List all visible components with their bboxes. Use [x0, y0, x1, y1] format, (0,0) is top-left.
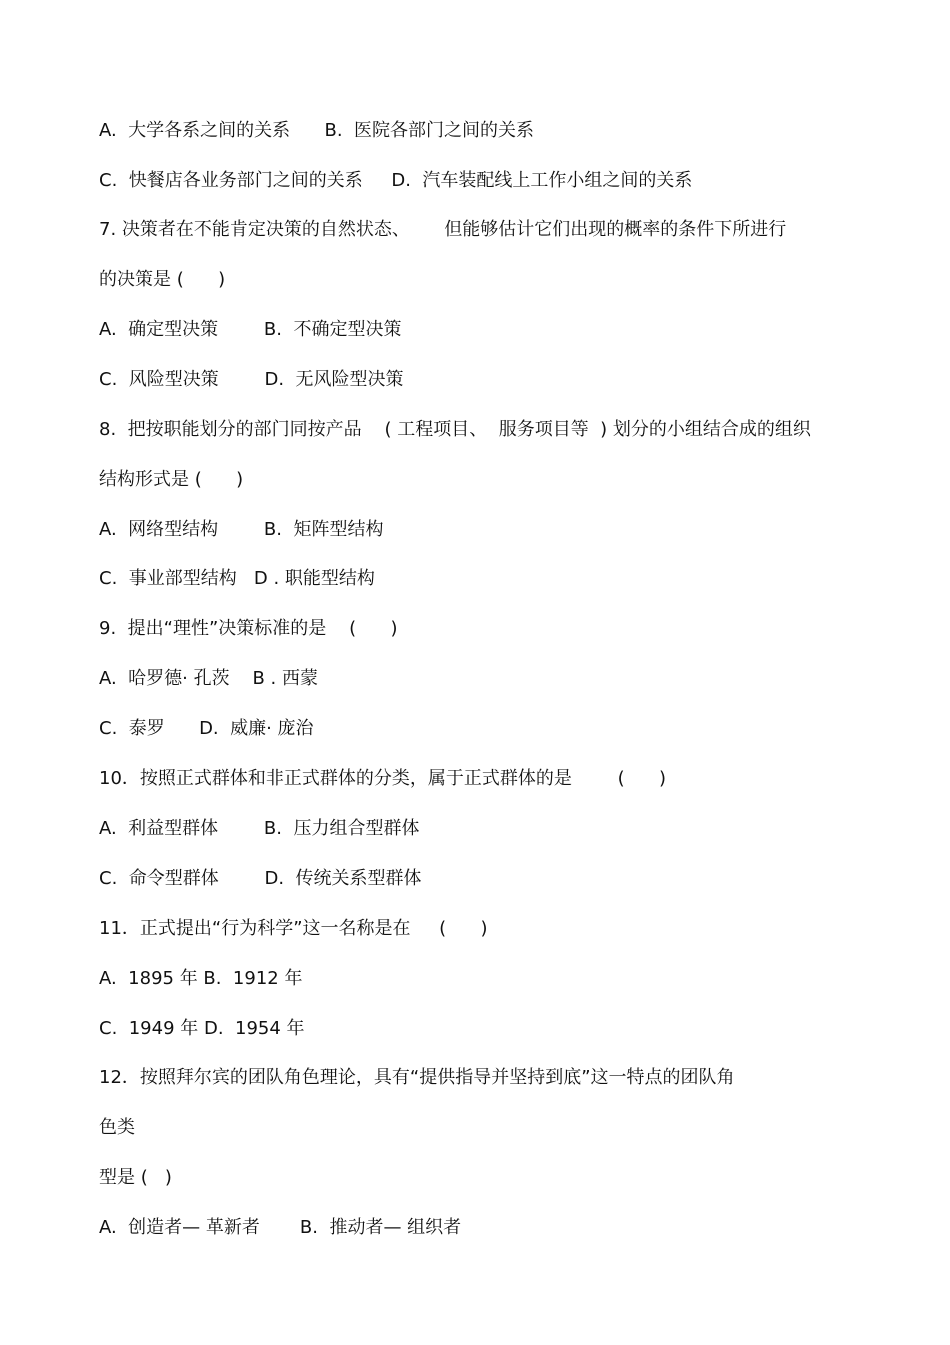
option-line-q11-cd: C. 1949 年 D. 1954 年 — [99, 1018, 305, 1039]
option-line-q8-ab: A. 网络型结构 B. 矩阵型结构 — [99, 519, 384, 540]
question-7-line-1: 7. 决策者在不能肯定决策的自然状态、 但能够估计它们出现的概率的条件下所进行 — [99, 219, 787, 240]
option-line-q12-ab: A. 创造者— 革新者 B. 推动者— 组织者 — [99, 1217, 462, 1238]
question-10: 10．按照正式群体和非正式群体的分类，属于正式群体的是 ( ) — [99, 768, 667, 789]
option-line-q9-ab: A. 哈罗德· 孔茨 B . 西蒙 — [99, 668, 319, 689]
option-line-q10-ab: A. 利益型群体 B. 压力组合型群体 — [99, 818, 420, 839]
option-line-q8-cd: C. 事业部型结构 D . 职能型结构 — [99, 568, 375, 589]
option-line-q10-cd: C. 命令型群体 D. 传统关系型群体 — [99, 868, 422, 889]
question-12-line-1: 12．按照拜尔宾的团队角色理论，具有“提供指导并坚持到底”这一特点的团队角 — [99, 1067, 735, 1088]
question-9: 9. 提出“理性”决策标准的是 ( ) — [99, 618, 398, 639]
option-line-q6-ab: A. 大学各系之间的关系 B. 医院各部门之间的关系 — [99, 120, 535, 141]
question-11: 11．正式提出“行为科学”这一名称是在 ( ) — [99, 918, 488, 939]
question-8-line-1: 8. 把按职能划分的部门同按产品 ( 工程项目、 服务项目等 ) 划分的小组结合成的组织 — [99, 419, 811, 440]
question-12-line-3: 型是 ( ) — [99, 1167, 172, 1188]
question-7-line-2: 的决策是 ( ) — [99, 269, 226, 290]
option-line-q7-cd: C. 风险型决策 D. 无风险型决策 — [99, 369, 404, 390]
option-line-q11-ab: A. 1895 年 B. 1912 年 — [99, 968, 303, 989]
option-line-q7-ab: A. 确定型决策 B. 不确定型决策 — [99, 319, 402, 340]
option-line-q9-cd: C. 泰罗 D. 威廉· 庞治 — [99, 718, 314, 739]
option-line-q6-cd: C. 快餐店各业务部门之间的关系 D. 汽车装配线上工作小组之间的关系 — [99, 170, 693, 191]
question-8-line-2: 结构形式是 ( ) — [99, 469, 244, 490]
question-12-line-2: 色类 — [99, 1117, 135, 1138]
